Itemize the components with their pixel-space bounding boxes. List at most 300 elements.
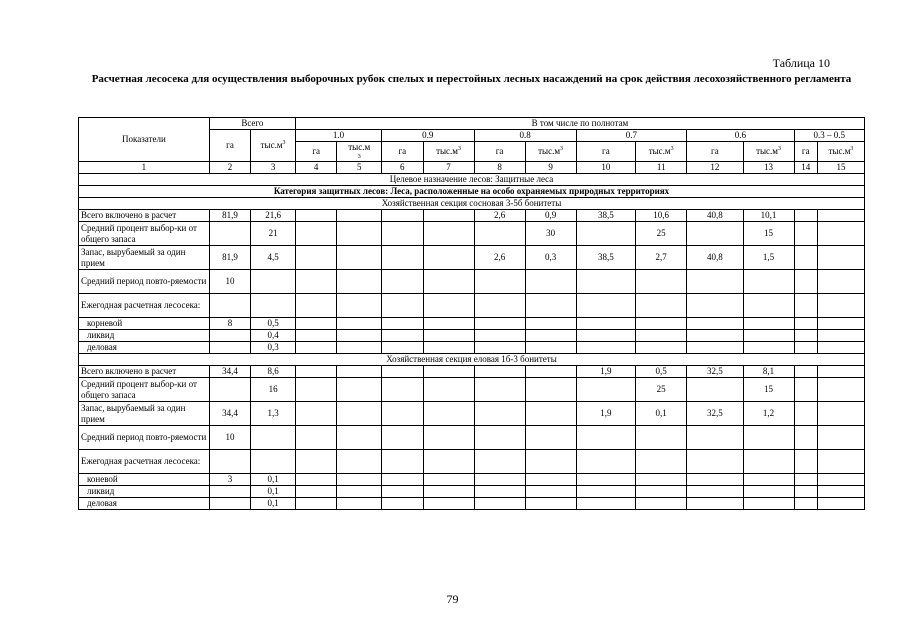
value-cell (251, 270, 296, 294)
value-cell (423, 294, 474, 318)
value-cell: 21 (251, 222, 296, 246)
value-cell (817, 210, 864, 222)
value-cell: 0,1 (251, 498, 296, 510)
value-cell (794, 498, 817, 510)
value-cell: 0,1 (251, 474, 296, 486)
column-numbers-row (79, 162, 865, 174)
value-cell: 15 (743, 378, 794, 402)
row-label: Средний процент выбор-ки от общего запаса (79, 222, 210, 246)
value-cell (817, 426, 864, 450)
value-cell (817, 330, 864, 342)
row-label: корневой (79, 318, 210, 330)
value-cell (474, 378, 525, 402)
value-cell: 34,4 (209, 402, 250, 426)
value-cell (636, 318, 687, 330)
value-cell (576, 474, 636, 486)
header-m3: $тыс.м^3$ (636, 142, 687, 162)
row-label: ликвид (79, 486, 210, 498)
value-cell (743, 426, 794, 450)
header-ha: га (295, 142, 336, 162)
value-cell: 1,5 (743, 246, 794, 270)
value-cell (382, 342, 423, 354)
row-label: ликвид (79, 330, 210, 342)
value-cell (525, 450, 576, 474)
value-cell (209, 330, 250, 342)
value-cell (423, 366, 474, 378)
value-cell (687, 426, 743, 450)
value-cell (687, 486, 743, 498)
value-cell (525, 294, 576, 318)
value-cell (337, 498, 382, 510)
value-cell: 0,3 (251, 342, 296, 354)
value-cell (743, 318, 794, 330)
value-cell (382, 270, 423, 294)
value-cell: 0,4 (251, 330, 296, 342)
value-cell (423, 450, 474, 474)
table-row (79, 246, 865, 270)
value-cell: 81,9 (209, 210, 250, 222)
value-cell (743, 450, 794, 474)
value-cell (474, 474, 525, 486)
row-label: деловая (79, 342, 210, 354)
column-number-cell: 14 (794, 162, 817, 174)
value-cell (525, 366, 576, 378)
column-number-cell: 5 (337, 162, 382, 174)
value-cell (576, 222, 636, 246)
value-cell (295, 222, 336, 246)
value-cell (337, 294, 382, 318)
value-cell: 10,6 (636, 210, 687, 222)
value-cell (423, 246, 474, 270)
value-cell (636, 498, 687, 510)
value-cell: 40,8 (687, 246, 743, 270)
row-label: Средний период повто-ряемости (79, 426, 210, 450)
value-cell (474, 294, 525, 318)
value-cell (423, 378, 474, 402)
value-cell (382, 378, 423, 402)
value-cell: 38,5 (576, 210, 636, 222)
value-cell: 1,3 (251, 402, 296, 426)
value-cell: 1,9 (576, 366, 636, 378)
value-cell (295, 318, 336, 330)
header-density-5: 0.6 (687, 130, 794, 142)
column-number-cell: 7 (423, 162, 474, 174)
value-cell: 10,1 (743, 210, 794, 222)
value-cell (817, 222, 864, 246)
column-number-cell: 3 (251, 162, 296, 174)
value-cell (525, 402, 576, 426)
value-cell (423, 222, 474, 246)
value-cell (295, 426, 336, 450)
header-density-3: 0.8 (474, 130, 576, 142)
value-cell (636, 330, 687, 342)
column-number-cell: 2 (209, 162, 250, 174)
value-cell (576, 498, 636, 510)
value-cell (474, 342, 525, 354)
value-cell (295, 486, 336, 498)
value-cell: 8 (209, 318, 250, 330)
header-m3-split: тыс.м 3 (337, 142, 382, 162)
value-cell (209, 342, 250, 354)
row-label: Всего включено в расчет (79, 210, 210, 222)
value-cell (794, 222, 817, 246)
value-cell (817, 474, 864, 486)
value-cell (337, 246, 382, 270)
value-cell (636, 270, 687, 294)
header-ha: га (576, 142, 636, 162)
value-cell (295, 402, 336, 426)
value-cell (817, 342, 864, 354)
value-cell (474, 498, 525, 510)
value-cell (525, 426, 576, 450)
value-cell (687, 342, 743, 354)
value-cell (209, 450, 250, 474)
column-number-cell: 15 (817, 162, 864, 174)
value-cell (794, 474, 817, 486)
value-cell (687, 474, 743, 486)
value-cell (817, 498, 864, 510)
table-row (79, 342, 865, 354)
row-label: Ежегодная расчетная лесосека: (79, 450, 210, 474)
table-row (79, 378, 865, 402)
value-cell (295, 270, 336, 294)
header-ha: га (474, 142, 525, 162)
purpose-row: Целевое назначение лесов: Защитные леса (79, 174, 865, 186)
value-cell (337, 426, 382, 450)
value-cell: 40,8 (687, 210, 743, 222)
value-cell: 32,5 (687, 366, 743, 378)
header-ha: га (794, 142, 817, 162)
table-row (79, 366, 865, 378)
row-label: Средний период повто-ряемости (79, 270, 210, 294)
value-cell: 0,3 (525, 246, 576, 270)
value-cell (525, 378, 576, 402)
value-cell (576, 330, 636, 342)
value-cell (817, 366, 864, 378)
value-cell (295, 378, 336, 402)
column-number-cell: 1 (79, 162, 210, 174)
value-cell (576, 426, 636, 450)
row-label: Всего включено в расчет (79, 366, 210, 378)
value-cell (337, 330, 382, 342)
value-cell (636, 474, 687, 486)
column-number-cell: 9 (525, 162, 576, 174)
value-cell (337, 378, 382, 402)
header-density-2: 0.9 (382, 130, 475, 142)
value-cell: 15 (743, 222, 794, 246)
value-cell (474, 450, 525, 474)
value-cell: 0,9 (525, 210, 576, 222)
table-row (79, 474, 865, 486)
value-cell (794, 450, 817, 474)
header-density-1: 1.0 (295, 130, 381, 142)
column-number-cell: 4 (295, 162, 336, 174)
value-cell (525, 330, 576, 342)
column-number-cell: 13 (743, 162, 794, 174)
header-m3: $тыс.м^3$ (423, 142, 474, 162)
value-cell: 81,9 (209, 246, 250, 270)
value-cell (382, 222, 423, 246)
header-m3: $тыс.м^3$ (743, 142, 794, 162)
value-cell: 32,5 (687, 402, 743, 426)
value-cell: 0,5 (636, 366, 687, 378)
header-total: Всего (209, 118, 295, 130)
row-label: Ежегодная расчетная лесосека: (79, 294, 210, 318)
value-cell (794, 210, 817, 222)
value-cell (576, 450, 636, 474)
value-cell (337, 402, 382, 426)
value-cell (794, 270, 817, 294)
value-cell (337, 318, 382, 330)
value-cell (474, 486, 525, 498)
value-cell (423, 342, 474, 354)
value-cell (576, 378, 636, 402)
value-cell (423, 270, 474, 294)
value-cell (636, 342, 687, 354)
value-cell (295, 246, 336, 270)
value-cell (337, 450, 382, 474)
table-title: Расчетная лесосека для осуществления выборочных рубок спелых и перестойных лесных насаждений на срок действия лесохозяйственного регламента (91, 73, 852, 85)
value-cell (525, 474, 576, 486)
value-cell (817, 246, 864, 270)
value-cell (382, 486, 423, 498)
value-cell (209, 498, 250, 510)
value-cell (817, 270, 864, 294)
value-cell (576, 318, 636, 330)
value-cell (382, 210, 423, 222)
value-cell: 2,6 (474, 210, 525, 222)
value-cell (743, 294, 794, 318)
value-cell (525, 270, 576, 294)
header-indicators: Показатели (79, 118, 210, 162)
value-cell (382, 330, 423, 342)
value-cell (817, 450, 864, 474)
value-cell (794, 294, 817, 318)
value-cell: 25 (636, 222, 687, 246)
value-cell: 25 (636, 378, 687, 402)
value-cell: 1,9 (576, 402, 636, 426)
header-m3: $тыс.м^3$ (817, 142, 864, 162)
value-cell (382, 318, 423, 330)
value-cell (525, 342, 576, 354)
value-cell (295, 330, 336, 342)
value-cell (209, 294, 250, 318)
value-cell (423, 486, 474, 498)
value-cell (687, 294, 743, 318)
column-number-cell: 12 (687, 162, 743, 174)
table-row (79, 426, 865, 450)
value-cell: 1,2 (743, 402, 794, 426)
value-cell (687, 498, 743, 510)
value-cell (423, 498, 474, 510)
value-cell (576, 294, 636, 318)
value-cell (423, 474, 474, 486)
value-cell: 3 (209, 474, 250, 486)
value-cell (209, 222, 250, 246)
table-row (79, 498, 865, 510)
section-header: Хозяйственная секция сосновая 3-5б бонитеты (79, 198, 865, 210)
value-cell (636, 294, 687, 318)
table-row (79, 330, 865, 342)
value-cell (474, 318, 525, 330)
value-cell (525, 486, 576, 498)
value-cell (743, 486, 794, 498)
value-cell (817, 318, 864, 330)
header-m3: $тыс.м^3$ (525, 142, 576, 162)
harvest-table (78, 117, 865, 510)
row-label: деловая (79, 498, 210, 510)
value-cell (251, 294, 296, 318)
value-cell (576, 342, 636, 354)
value-cell: 2,7 (636, 246, 687, 270)
value-cell (794, 318, 817, 330)
value-cell (687, 378, 743, 402)
value-cell (474, 426, 525, 450)
value-cell: 0,1 (251, 486, 296, 498)
row-label: Запас, вырубаемый за один прием (79, 402, 210, 426)
value-cell (576, 270, 636, 294)
table-row (79, 222, 865, 246)
value-cell (636, 450, 687, 474)
value-cell (794, 426, 817, 450)
value-cell: 0,1 (636, 402, 687, 426)
value-cell (382, 498, 423, 510)
header-ha: га (687, 142, 743, 162)
value-cell (743, 330, 794, 342)
value-cell (337, 366, 382, 378)
value-cell (423, 426, 474, 450)
table-row (79, 210, 865, 222)
value-cell (337, 210, 382, 222)
value-cell (687, 330, 743, 342)
table-row (79, 270, 865, 294)
header-ha: га (382, 142, 423, 162)
table-row (79, 486, 865, 498)
value-cell (423, 318, 474, 330)
value-cell (382, 450, 423, 474)
value-cell (295, 366, 336, 378)
row-label: Запас, вырубаемый за один прием (79, 246, 210, 270)
value-cell: 30 (525, 222, 576, 246)
value-cell (423, 210, 474, 222)
value-cell (295, 474, 336, 486)
value-cell (382, 294, 423, 318)
value-cell (687, 318, 743, 330)
value-cell (295, 450, 336, 474)
value-cell (337, 474, 382, 486)
value-cell (817, 294, 864, 318)
value-cell (251, 450, 296, 474)
value-cell (209, 486, 250, 498)
value-cell (636, 486, 687, 498)
value-cell (209, 378, 250, 402)
value-cell (251, 426, 296, 450)
value-cell (295, 498, 336, 510)
value-cell (743, 270, 794, 294)
value-cell (576, 486, 636, 498)
value-cell (382, 246, 423, 270)
value-cell (525, 318, 576, 330)
value-cell (474, 402, 525, 426)
value-cell (817, 486, 864, 498)
value-cell (636, 426, 687, 450)
value-cell (794, 378, 817, 402)
value-cell (382, 474, 423, 486)
category-row: Категория защитных лесов: Леса, расположенные на особо охраняемых природных территориях (79, 186, 865, 198)
value-cell (794, 366, 817, 378)
value-cell: 21,6 (251, 210, 296, 222)
value-cell (525, 498, 576, 510)
value-cell (337, 486, 382, 498)
value-cell: 8,6 (251, 366, 296, 378)
value-cell (474, 222, 525, 246)
column-number-cell: 6 (382, 162, 423, 174)
row-label: коневой (79, 474, 210, 486)
value-cell (687, 270, 743, 294)
column-number-cell: 11 (636, 162, 687, 174)
value-cell: 38,5 (576, 246, 636, 270)
value-cell (817, 378, 864, 402)
header-density-6: 0.3 – 0.5 (794, 130, 864, 142)
header-total-m3: $тыс.м^3$ (251, 130, 296, 162)
value-cell (337, 270, 382, 294)
value-cell (687, 222, 743, 246)
value-cell (794, 246, 817, 270)
value-cell (474, 330, 525, 342)
header-density-4: 0.7 (576, 130, 687, 142)
header-total-ha: га (209, 130, 250, 162)
value-cell: 16 (251, 378, 296, 402)
value-cell (295, 342, 336, 354)
value-cell (423, 402, 474, 426)
value-cell (382, 366, 423, 378)
value-cell: 8,1 (743, 366, 794, 378)
value-cell (382, 402, 423, 426)
value-cell: 34,4 (209, 366, 250, 378)
value-cell: 10 (209, 426, 250, 450)
value-cell: 4,5 (251, 246, 296, 270)
table-label: Таблица 10 (772, 56, 830, 70)
value-cell (337, 222, 382, 246)
value-cell: 0,5 (251, 318, 296, 330)
value-cell (423, 330, 474, 342)
value-cell: 2,6 (474, 246, 525, 270)
header-incl: В том числе по полнотам (295, 118, 864, 130)
value-cell (474, 270, 525, 294)
value-cell (743, 342, 794, 354)
value-cell (743, 474, 794, 486)
value-cell: 10 (209, 270, 250, 294)
value-cell (687, 450, 743, 474)
row-label: Средний процент выбор-ки от общего запаса (79, 378, 210, 402)
page-number: 79 (446, 592, 459, 606)
column-number-cell: 10 (576, 162, 636, 174)
value-cell (295, 294, 336, 318)
section-header: Хозяйственная секция еловая 1б-3 бонитеты (79, 354, 865, 366)
value-cell (817, 402, 864, 426)
table-row (79, 294, 865, 318)
value-cell (295, 210, 336, 222)
value-cell (794, 486, 817, 498)
value-cell (794, 342, 817, 354)
value-cell (382, 426, 423, 450)
value-cell (743, 498, 794, 510)
value-cell (794, 330, 817, 342)
table-row (79, 318, 865, 330)
column-number-cell: 8 (474, 162, 525, 174)
value-cell (337, 342, 382, 354)
value-cell (474, 366, 525, 378)
